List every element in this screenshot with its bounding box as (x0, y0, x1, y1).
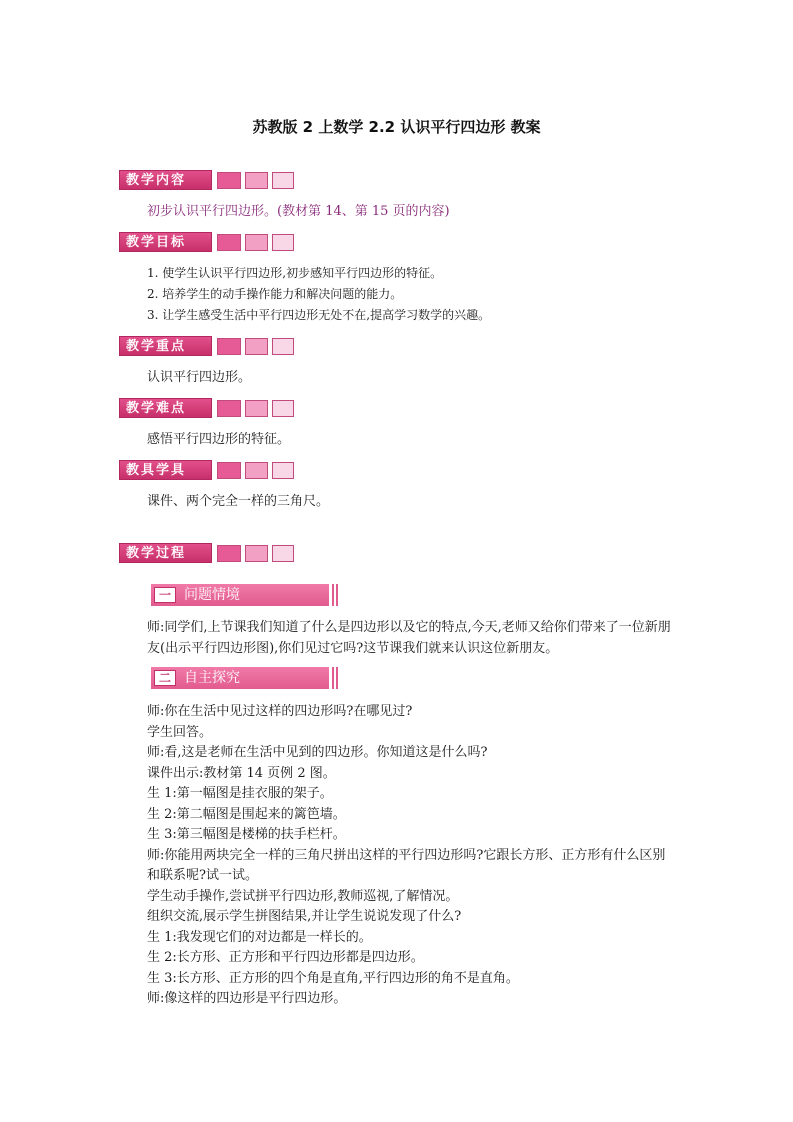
decor-stripe (332, 584, 334, 606)
decor-stripe (332, 667, 334, 689)
content-text: 初步认识平行四边形。(教材第 14、第 15 页的内容) (147, 204, 450, 219)
decor-stripe (336, 584, 338, 606)
decor-square (272, 234, 294, 251)
decor-square (245, 545, 268, 562)
subsection-header-problem (151, 584, 339, 606)
explore-line: 生 1:第一幅图是挂衣服的架子。 (147, 786, 333, 801)
explore-line: 学生回答。 (147, 724, 213, 740)
explore-line: 生 2:长方形、正方形和平行四边形都是四边形。 (147, 950, 424, 965)
decor-square (217, 172, 241, 189)
section-label: 教具学具 (119, 460, 212, 480)
explore-line: 生 2:第二幅图是围起来的篱笆墙。 (147, 806, 346, 822)
subsection-bar (151, 667, 329, 689)
decor-square (217, 462, 241, 479)
decor-square (272, 338, 294, 355)
subsection-title: 问题情境 (184, 587, 240, 603)
decor-square (217, 400, 241, 417)
explore-line: 学生动手操作,尝试拼平行四边形,教师巡视,了解情况。 (147, 888, 459, 904)
decor-square (217, 545, 241, 562)
explore-line: 课件出示:教材第 14 页例 2 图。 (147, 765, 336, 781)
goal-item: 3. 让学生感受生活中平行四边形无处不在,提高学习数学的兴趣。 (147, 308, 491, 322)
explore-line: 组织交流,展示学生拼图结果,并让学生说说发现了什么? (147, 909, 462, 924)
subsection-title: 自主探究 (184, 670, 240, 686)
problem-body (147, 618, 677, 659)
explore-line: 生 3:第三幅图是楼梯的扶手栏杆。 (147, 827, 346, 842)
decor-square (272, 545, 294, 562)
tools-text: 课件、两个完全一样的三角尺。 (147, 494, 330, 509)
decor-stripe (336, 667, 338, 689)
subsection-number: 一 (154, 587, 176, 603)
decor-square (272, 400, 294, 417)
explore-body (147, 702, 677, 1010)
decor-square (245, 234, 268, 251)
decor-square (245, 400, 268, 417)
decor-square (245, 462, 268, 479)
section-label: 教学重点 (119, 336, 212, 356)
decor-square (245, 338, 268, 355)
decor-square (217, 338, 241, 355)
keypoint-text: 认识平行四边形。 (147, 370, 252, 385)
explore-paragraph: 师:你能用两块完全一样的三角尺拼出这样的平行四边形吗?它跟长方形、正方形有什么区别和联系呢?试一试。 (147, 847, 666, 883)
difficulty-text: 感悟平行四边形的特征。 (147, 432, 291, 447)
goal-item: 2. 培养学生的动手操作能力和解决问题的能力。 (147, 287, 403, 301)
goal-item: 1. 使学生认识平行四边形,初步感知平行四边形的特征。 (147, 266, 443, 280)
subsection-header-explore (151, 667, 339, 689)
section-label: 教学过程 (119, 543, 212, 563)
decor-square (272, 172, 294, 189)
explore-line: 师:你在生活中见过这样的四边形吗?在哪见过? (147, 704, 413, 719)
subsection-number: 二 (154, 670, 176, 686)
section-label: 教学内容 (119, 170, 212, 190)
section-label: 教学目标 (119, 232, 212, 252)
explore-line: 师:看,这是老师在生活中见到的四边形。你知道这是什么吗? (147, 745, 488, 760)
explore-line: 生 1:我发现它们的对边都是一样长的。 (147, 929, 372, 945)
decor-square (217, 234, 241, 251)
explore-line: 师:像这样的四边形是平行四边形。 (147, 991, 347, 1006)
decor-square (245, 172, 268, 189)
explore-line: 生 3:长方形、正方形的四个角是直角,平行四边形的角不是直角。 (147, 970, 519, 986)
problem-paragraph: 师:同学们,上节课我们知道了什么是四边形以及它的特点,今天,老师又给你们带来了一位新朋友(出示平行四边形图),你们见过它吗?这节课我们就来认识这位新朋友。 (147, 620, 671, 656)
section-label: 教学难点 (119, 398, 212, 418)
decor-square (272, 462, 294, 479)
subsection-bar (151, 584, 329, 606)
document-title: 苏教版 2 上数学 2.2 认识平行四边形 教案 (252, 118, 541, 136)
